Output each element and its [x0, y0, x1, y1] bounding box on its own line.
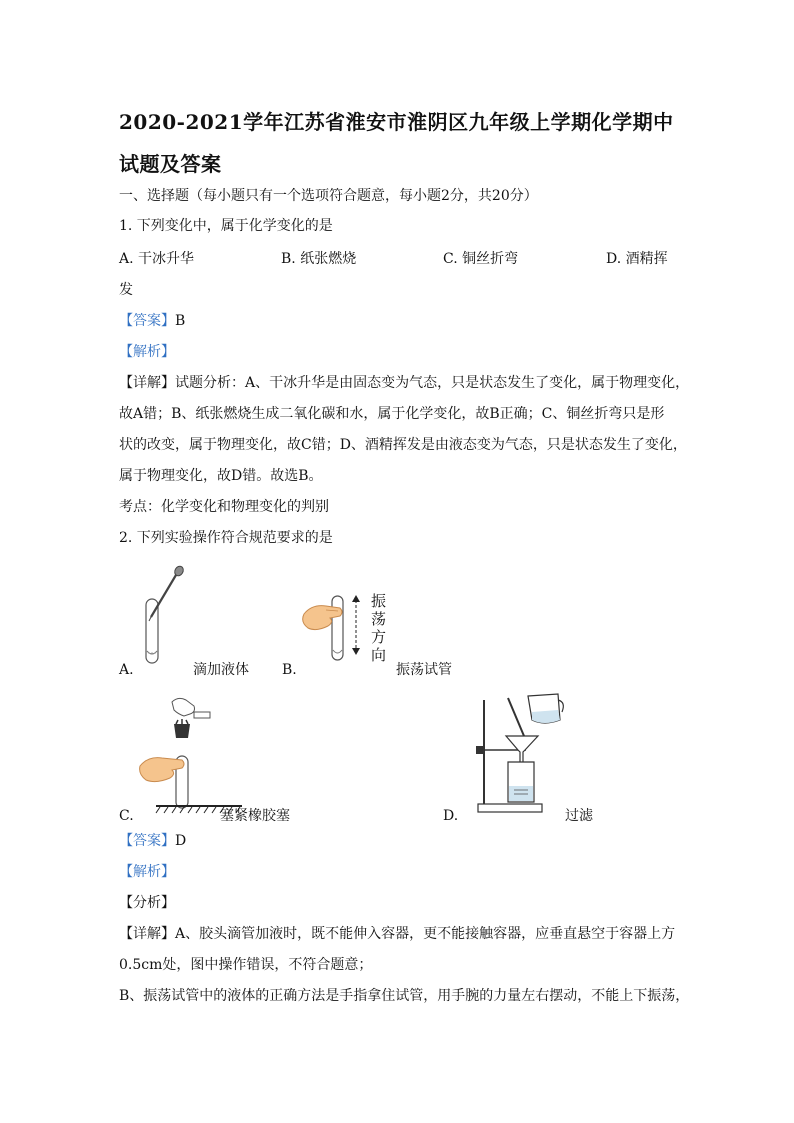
q2-option-a-letter: A. [119, 662, 134, 678]
shake-direction-arrow-icon [349, 594, 363, 656]
q1-stem: 1. 下列变化中，属于化学变化的是 [119, 218, 333, 234]
q1-option-d-letter: D. [606, 251, 622, 267]
q2-answer-tag: 【答案】 [119, 833, 175, 849]
q1-option-a-text: 干冰升华 [138, 251, 195, 267]
shake-direction-char-2: 荡 [371, 610, 387, 628]
q1-option-b-letter: B. [281, 251, 296, 267]
q2-analysis-tag: 【解析】 [119, 864, 175, 880]
q1-answer [119, 311, 185, 331]
q1-analysis-tag: 【解析】 [119, 344, 175, 360]
q2-option-c-letter: C. [119, 808, 134, 824]
q1-option-c-text: 铜丝折弯 [462, 251, 519, 267]
q2-option-a-caption: 滴加液体 [193, 662, 249, 678]
q2-detail-line1 [119, 924, 675, 944]
q2-detail-line2: 0.5cm处，图中操作错误，不符合题意； [119, 957, 373, 973]
q2-option-d-letter: D. [443, 808, 459, 824]
q2-detail-text1: A、胶头滴管加液时，既不能伸入容器，更不能接触容器，应垂直悬空于容器上方 [175, 926, 676, 942]
q1-option-b-text: 纸张燃烧 [300, 251, 357, 267]
q1-option-d-text: 酒精挥 [625, 251, 668, 267]
q1-answer-value: B [175, 313, 186, 329]
q1-kaodian: 考点：化学变化和物理变化的判别 [119, 499, 329, 515]
q2-option-b-caption: 振荡试管 [396, 662, 452, 678]
q1-detail-text1: 试题分析：A、干冰升华是由固态变为气态，只是状态发生了变化，属于物理变化， [175, 375, 690, 391]
q1-option-b [281, 249, 356, 269]
q2-fenxi-tag: 【分析】 [119, 895, 175, 911]
figure-c-stopper-test-tube [138, 694, 242, 818]
q1-answer-tag: 【答案】 [119, 313, 175, 329]
shake-direction-char-4: 向 [371, 646, 387, 664]
q2-detail-line3: B、振荡试管中的液体的正确方法是手指拿住试管，用手腕的力量左右摆动，不能上下振荡， [119, 988, 690, 1004]
q1-option-a [119, 249, 194, 269]
q1-option-c [443, 249, 518, 269]
q2-stem: 2. 下列实验操作符合规范要求的是 [119, 530, 333, 546]
q2-option-d-caption: 过滤 [565, 808, 593, 824]
q1-option-d [606, 249, 668, 269]
q1-detail-line3: 状的改变，属于物理变化，故C错；D、酒精挥发是由液态变为气态，只是状态发生了变化， [119, 437, 687, 453]
q2-answer-value: D [175, 833, 187, 849]
q1-option-a-letter: A. [119, 251, 134, 267]
q1-option-d-wrap: 发 [119, 282, 133, 298]
section-heading: 一、选择题（每小题只有一个选项符合题意，每小题2分，共20分） [119, 188, 538, 204]
q2-option-b-letter: B. [282, 662, 297, 678]
q2-detail-tag: 【详解】 [119, 926, 175, 942]
document-title-line1: 2020-2021学年江苏省淮安市淮阴区九年级上学期化学期中 [119, 110, 674, 134]
q1-detail-tag: 【详解】 [119, 375, 175, 391]
document-title-line2: 试题及答案 [119, 152, 222, 176]
shake-direction-char-3: 方 [371, 628, 387, 646]
q1-detail-line1 [119, 373, 689, 393]
figure-d-filtration-apparatus [470, 690, 570, 814]
q1-detail-line2: 故A错；B、纸张燃烧生成二氧化碳和水，属于化学变化，故B正确；C、铜丝折弯只是形 [119, 406, 665, 422]
q2-answer [119, 831, 186, 851]
q1-option-c-letter: C. [443, 251, 458, 267]
q2-option-c-caption: 塞紧橡胶塞 [220, 808, 290, 824]
figure-a-dropper-test-tube [138, 565, 186, 667]
shake-direction-char-1: 振 [371, 592, 387, 610]
q1-detail-line4: 属于物理变化，故D错。故选B。 [119, 468, 323, 484]
figure-b-shake-test-tube [300, 592, 356, 664]
shake-direction-label [371, 592, 386, 664]
